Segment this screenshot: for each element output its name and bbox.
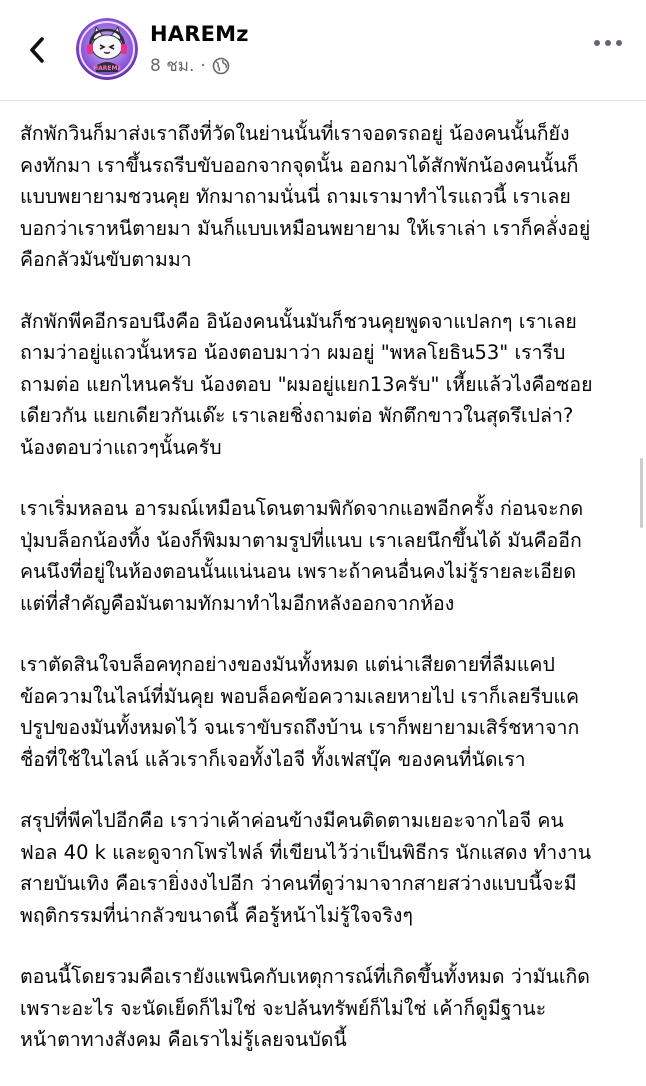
text-line: คือกลัวมันขับตามมา	[20, 248, 192, 271]
text-line: ปุ่มบล็อกน้องทิ้ง น้องก็พิมมาตามรูปที่แนบ เราเลยนึกขึ้นได้ มันคืออีก	[20, 528, 582, 552]
text-line: หน้าตาทางสังคม คือเราไม่รู้เลยจนบัดนี้	[20, 1028, 347, 1051]
text-line: แต่ที่สำคัญคือมันตามทักมาทำไมอีกหลังออกจากห้อง	[20, 591, 455, 615]
text-line: พฤติกรรมที่น่ากลัวขนาดนี้ คือรู้หน้าไม่รู้ใจจริงๆ	[20, 903, 413, 927]
paragraph-6	[20, 961, 622, 1056]
globe-icon	[212, 57, 230, 75]
post-header	[0, 0, 646, 101]
meta-separator: ·	[200, 55, 206, 76]
paragraph-3	[20, 493, 622, 619]
post-time[interactable]: 8 ชม.	[150, 56, 195, 76]
text-line: สักพักพีคอีกรอบนึงคือ อิน้องคนนั้นมันก็ชวนคุยพูดจาแปลกๆ เราเลย	[20, 309, 577, 333]
paragraph-5	[20, 805, 622, 931]
text-line: เดียวกัน แยกเดียวกันเด๊ะ เราเลยชิ่งถามต่อ พักตึกขาวในสุดรึเปล่า?	[20, 404, 574, 427]
text-line: เราตัดสินใจบล็อคทุกอย่างของมันทั้งหมด แต่น่าเสียดายที่ลืมแคป	[20, 653, 555, 676]
post-meta	[150, 52, 230, 79]
text-line: ฟอล 40 k และดูจากโพรไฟล์ ที่เขียนไว้ว่าเป็นพิธีกร นักแสดง ทำงาน	[20, 840, 592, 864]
text-line: บอกว่าเราหนีตายมา มันก็แบบเหมือนพยายาม ให้เราเล่า เราก็คลั่งอยู่	[20, 216, 591, 240]
text-line: เพราะอะไร จะนัดเย็ดก็ไม่ใช่ จะปล้นทรัพย์ก็ไม่ใช่ เค้าก็ดูมีฐานะ	[20, 996, 547, 1020]
text-line: น้องตอบว่าแถวๆนั้นครับ	[20, 435, 222, 459]
back-button[interactable]	[22, 32, 52, 68]
text-line: คงทักมา เราขึ้นรถรีบขับออกจากจุดนั้น ออกมาได้สักพักน้องคนนั้นก็	[20, 153, 579, 177]
scrollbar[interactable]	[640, 458, 643, 528]
text-line: ชื่อที่ใช้ในไลน์ แล้วเราก็เจอทั้งไอจี ทั้งเฟสบุ๊ค ของคนที่นัดเรา	[20, 747, 526, 771]
chevron-left-icon	[27, 36, 47, 64]
more-options-button[interactable]	[594, 40, 622, 46]
text-line: คนนึงที่อยู่ในห้องตอนนั้นแน่นอน เพราะถ้าคนอื่นคงไม่รู้รายละเอียด	[20, 560, 577, 583]
paragraph-4	[20, 649, 622, 775]
page-name[interactable]: HAREMz	[150, 22, 249, 46]
avatar[interactable]	[76, 18, 138, 80]
text-line: ตอนนี้โดยรวมคือเรายังแพนิคกับเหตุการณ์ที่เกิดขึ้นทั้งหมด ว่ามันเกิด	[20, 965, 590, 988]
paragraph-2	[20, 306, 622, 464]
text-line: ถามต่อ แยกไหนครับ น้องตอบ "ผมอยู่แยก13ครับ" เหี้ยแล้วไงคือซอย	[20, 372, 593, 396]
text-line: แบบพยายามชวนคุย ทักมาถามนั่นนี่ ถามเรามาทำไรแถวนี้ เราเลย	[20, 185, 571, 208]
text-line: เราเริ่มหลอน อารมณ์เหมือนโดนตามพิกัดจากแอพอีกครั้ง ก่อนจะกด	[20, 497, 584, 520]
avatar-text: HAREMz	[93, 65, 121, 72]
text-line: ถามว่าอยู่แถวนั้นหรอ น้องตอบมาว่า ผมอยู่ "พหลโยธิน53" เรารีบ	[20, 341, 566, 364]
text-line: สักพักวินก็มาส่งเราถึงที่วัดในย่านนั้นที่เราจอดรถอยู่ น้องคนนั้นก็ยัง	[20, 122, 570, 145]
text-line: ปรูปของมันทั้งหมดไว้ จนเราขับรถถึงบ้าน เราก็พยายามเสิร์ชหาจาก	[20, 716, 580, 739]
text-line: ข้อความในไลน์ที่มันคุย พอบล็อคข้อความเลยหายไป เราก็เลยรีบแค	[20, 684, 580, 708]
more-horizontal-icon	[594, 40, 600, 46]
text-line: สายบันเทิง คือเรายิ่งงงไปอีก ว่าคนที่ดูว่ามาจากสายสว่างแบบนี้จะมี	[20, 872, 577, 895]
post-body	[20, 118, 622, 1086]
text-line: สรุปที่พีคไปอีกคือ เราว่าเค้าค่อนข้างมีคนติดตามเยอะจากไอจี คน	[20, 809, 564, 832]
paragraph-1	[20, 118, 622, 276]
